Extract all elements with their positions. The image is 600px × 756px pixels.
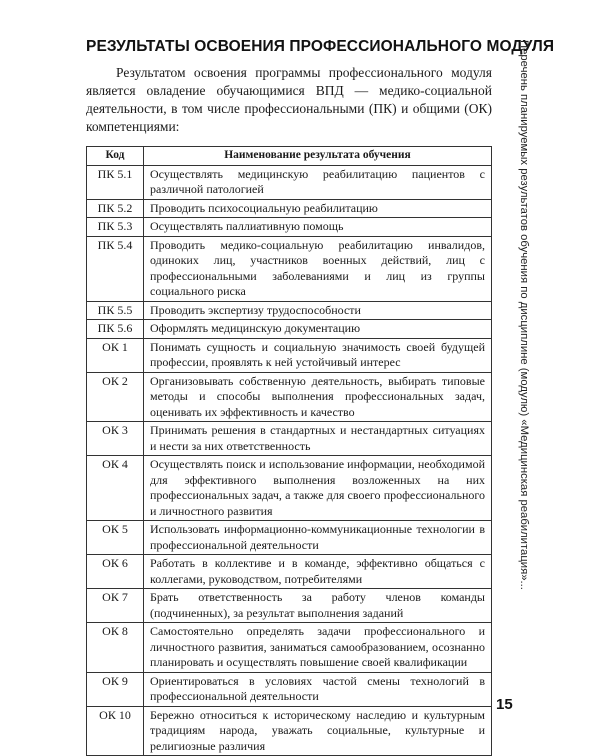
table-row bbox=[87, 422, 492, 456]
competency-code: ОК 4 bbox=[87, 456, 144, 521]
table-row bbox=[87, 672, 492, 706]
competency-code: ОК 7 bbox=[87, 589, 144, 623]
table-header-row bbox=[87, 147, 492, 166]
competency-code: ПК 5.2 bbox=[87, 199, 144, 218]
competency-code: ПК 5.6 bbox=[87, 320, 144, 339]
competencies-table bbox=[86, 146, 492, 756]
competency-description: Использовать информационно-коммуникационные технологии в профессиональной деятельности bbox=[144, 521, 492, 555]
competency-code: ПК 5.4 bbox=[87, 236, 144, 301]
result-column-header: Наименование результата обучения bbox=[144, 147, 492, 166]
table-row bbox=[87, 706, 492, 756]
competency-code: ОК 10 bbox=[87, 706, 144, 756]
competency-code: ПК 5.5 bbox=[87, 301, 144, 320]
table-row bbox=[87, 236, 492, 301]
table-row bbox=[87, 372, 492, 422]
competency-description: Брать ответственность за работу членов команды (подчиненных), за результат выполнения заданий bbox=[144, 589, 492, 623]
competency-code: ОК 1 bbox=[87, 338, 144, 372]
competency-code: ОК 9 bbox=[87, 672, 144, 706]
table-row bbox=[87, 521, 492, 555]
running-side-header: Перечень планируемых результатов обучения по дисциплине (модулю) «Медицинская реабилитация»... bbox=[518, 40, 530, 590]
competency-description: Бережно относиться к историческому наследию и культурным традициям народа, уважать социальные, культурные и религиозные различия bbox=[144, 706, 492, 756]
table-row bbox=[87, 456, 492, 521]
section-heading: РЕЗУЛЬТАТЫ ОСВОЕНИЯ ПРОФЕССИОНАЛЬНОГО МОДУЛЯ bbox=[86, 38, 555, 55]
table-row bbox=[87, 320, 492, 339]
competency-description: Понимать сущность и социальную значимость своей будущей профессии, проявлять к ней устойчивый интерес bbox=[144, 338, 492, 372]
competency-description: Организовывать собственную деятельность, выбирать типовые методы и способы выполнения профессиональных задач, оценивать их эффективность и качество bbox=[144, 372, 492, 422]
competency-code: ОК 6 bbox=[87, 555, 144, 589]
table-row bbox=[87, 589, 492, 623]
competency-description: Проводить медико-социальную реабилитацию инвалидов, одиноких лиц, участников военных действий, лиц с профессиональными заболеваниями и лиц из группы социального риска bbox=[144, 236, 492, 301]
table-row bbox=[87, 199, 492, 218]
competency-code: ПК 5.3 bbox=[87, 218, 144, 237]
table-row bbox=[87, 218, 492, 237]
competency-description: Проводить психосоциальную реабилитацию bbox=[144, 199, 492, 218]
competency-code: ОК 5 bbox=[87, 521, 144, 555]
competency-description: Оформлять медицинскую документацию bbox=[144, 320, 492, 339]
competency-code: ПК 5.1 bbox=[87, 165, 144, 199]
competency-description: Осуществлять поиск и использование информации, необходимой для эффективного выполнения возложенных на них профессиональных задач, а также для своего профессионального и личностного развития bbox=[144, 456, 492, 521]
competency-description: Работать в коллективе и в команде, эффективно общаться с коллегами, руководством, потребителями bbox=[144, 555, 492, 589]
competency-description: Принимать решения в стандартных и нестандартных ситуациях и нести за них ответственность bbox=[144, 422, 492, 456]
competency-description: Осуществлять медицинскую реабилитацию пациентов с различной патологией bbox=[144, 165, 492, 199]
page-number: 15 bbox=[496, 696, 513, 713]
competency-description: Осуществлять паллиативную помощь bbox=[144, 218, 492, 237]
competency-description: Проводить экспертизу трудоспособности bbox=[144, 301, 492, 320]
competency-description: Ориентироваться в условиях частой смены технологий в профессиональной деятельности bbox=[144, 672, 492, 706]
table-row bbox=[87, 301, 492, 320]
table-row bbox=[87, 555, 492, 589]
competency-code: ОК 3 bbox=[87, 422, 144, 456]
competency-code: ОК 2 bbox=[87, 372, 144, 422]
table-row bbox=[87, 338, 492, 372]
competency-description: Самостоятельно определять задачи профессионального и личностного развития, заниматься самообразованием, осознанно планировать и осуществлять повышение своей квалификации bbox=[144, 623, 492, 673]
table-row bbox=[87, 165, 492, 199]
intro-paragraph: Результатом освоения программы профессионального модуля является овладение обучающимися ВПД — медико-социальной деятельности, в том числе профессиональными (ПК) и общими (ОК) компетенциями: bbox=[86, 65, 492, 134]
code-column-header: Код bbox=[87, 147, 144, 166]
table-row bbox=[87, 623, 492, 673]
competency-code: ОК 8 bbox=[87, 623, 144, 673]
